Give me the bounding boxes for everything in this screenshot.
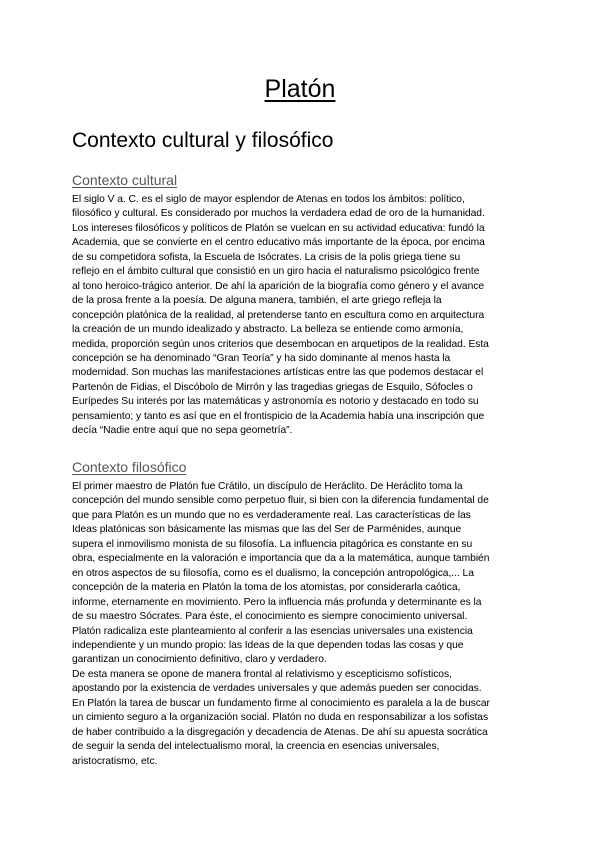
paragraph-line: informe, eternamente en movimiento. Pero la influencia más profunda y determinante es la [72, 596, 482, 608]
paragraph-line: un cimiento seguro a la organización social. Platón no duda en responsabilizar a los sofistas [72, 712, 489, 724]
section-body-filosofico [72, 480, 530, 769]
paragraph-line: El siglo V a. C. es el siglo de mayor esplendor de Atenas en todos los ámbitos: político, [72, 194, 465, 205]
paragraph-line: Partenón de Fidias, el Discóbolo de Mirrón y las tragedias griegas de Esquilo, Sófocles o [72, 381, 473, 393]
paragraph-line: decía “Nadie entre aquí que no sepa geometría”. [72, 425, 293, 437]
main-heading: Contexto cultural y filosófico [72, 129, 334, 152]
section-heading-cultural: Contexto cultural [72, 172, 178, 188]
paragraph-line: Eurípedes Su interés por las matemáticas y astronomía es notorio y destacado en todo su [72, 396, 479, 408]
paragraph-line: pensamiento; y tanto es así que en el frontispicio de la Academia había una inscripción que [72, 410, 485, 422]
paragraph-line: obra, especialmente en la valoración e importancia que da a la matemática, aunque también [72, 553, 490, 565]
paragraph-line: medida, proporción según unos criterios que desembocan en arquetipos de la realidad. Esta [72, 338, 489, 350]
document-title: Platón [264, 75, 336, 103]
paragraph-line: Los intereses filosóficos y políticos de Platón se vuelcan en su actividad educativa: fundó la [72, 222, 485, 234]
paragraph-line: de seguir la senda del intelectualismo moral, la creencia en esencias universales, [72, 741, 440, 753]
paragraph-line: En Platón la tarea de buscar un fundamento firme al conocimiento es paralela a la de buscar [72, 697, 490, 709]
paragraph-line: concepción de la materia en Platón la toma de los atomistas, por considerarla caótica, [72, 582, 461, 594]
paragraph-line: De esta manera se opone de manera frontal al relativismo y escepticismo sofísticos, [72, 668, 452, 680]
paragraph-line: El primer maestro de Platón fue Crátilo, un discípulo de Heráclito. De Heráclito toma la [72, 481, 463, 492]
paragraph-line: al tono heroico-trágico anterior. De ahí la aparición de la biografía como género y el avance [72, 280, 485, 292]
paragraph-line: reflejo en el ámbito cultural que consistió en un giro hacia el naturalismo psicológico frente [72, 266, 480, 278]
paragraph-line: Platón radicaliza este planteamiento al conferir a las esencias universales una existencia [72, 625, 473, 637]
paragraph-line: filosófico y cultural. Es considerado por muchos la verdadera edad de oro de la humanidad. [72, 208, 485, 220]
paragraph-line: en otros aspectos de su filosofía, como es el dualismo, la concepción antropológica,... La [72, 567, 474, 579]
paragraph-line: de su maestro Sócrates. Para éste, el conocimiento es siempre conocimiento universal. [72, 611, 468, 623]
paragraph-line: concepción platónica de la realidad, al pretenderse tanto en escultura como en arquitectura [72, 309, 485, 321]
paragraph-line: de haber contribuido a la disgregación y decadencia de Atenas. De ahí su apuesta socrática [72, 726, 488, 738]
paragraph-line: aristocratismo, etc. [72, 755, 158, 767]
section-body-cultural [72, 193, 530, 439]
paragraph-line: de su competidora sofista, la Escuela de Isócrates. La crisis de la polis griega tiene su [72, 251, 461, 263]
paragraph-line: supera el inmovilismo monista de su filosofía. La influencia pitagórica es constante en su [72, 538, 473, 550]
paragraph-line: concepción del mundo sensible como perpetuo fluir, si bien con la diferencia fundamental de [72, 495, 489, 507]
paragraph-line: concepción se ha denominado “Gran Teoría” y ha sido dominante al menos hasta la [72, 352, 451, 364]
paragraph-line: Academia, que se convierte en el centro educativo más importante de la época, por encima [72, 237, 485, 249]
section-heading-filosofico: Contexto filosófico [72, 459, 187, 475]
paragraph-line: apostando por la existencia de verdades universales y que además pueden ser conocidas. [72, 683, 482, 695]
paragraph-line: que para Platón es un mundo que no es verdaderamente real. Las características de las [72, 509, 471, 521]
paragraph-line: la creación de un mundo idealizado y abstracto. La belleza se entiende como armonía, [72, 324, 464, 336]
paragraph-line: modernidad. Son muchas las manifestaciones artísticas entre las que podemos destacar el [72, 367, 484, 379]
paragraph-line: independiente y un mundo propio: las Ideas de la que dependen todas las cosas y que [72, 639, 464, 651]
paragraph-line: de la prosa frente a la poesía. De alguna manera, también, el arte griego refleja la [72, 295, 442, 307]
paragraph-line: garantizan un conocimiento definitivo, claro y verdadero. [72, 654, 327, 666]
paragraph-line: Ideas platónicas son básicamente las mismas que las del Ser de Parménides, aunque [72, 524, 462, 536]
